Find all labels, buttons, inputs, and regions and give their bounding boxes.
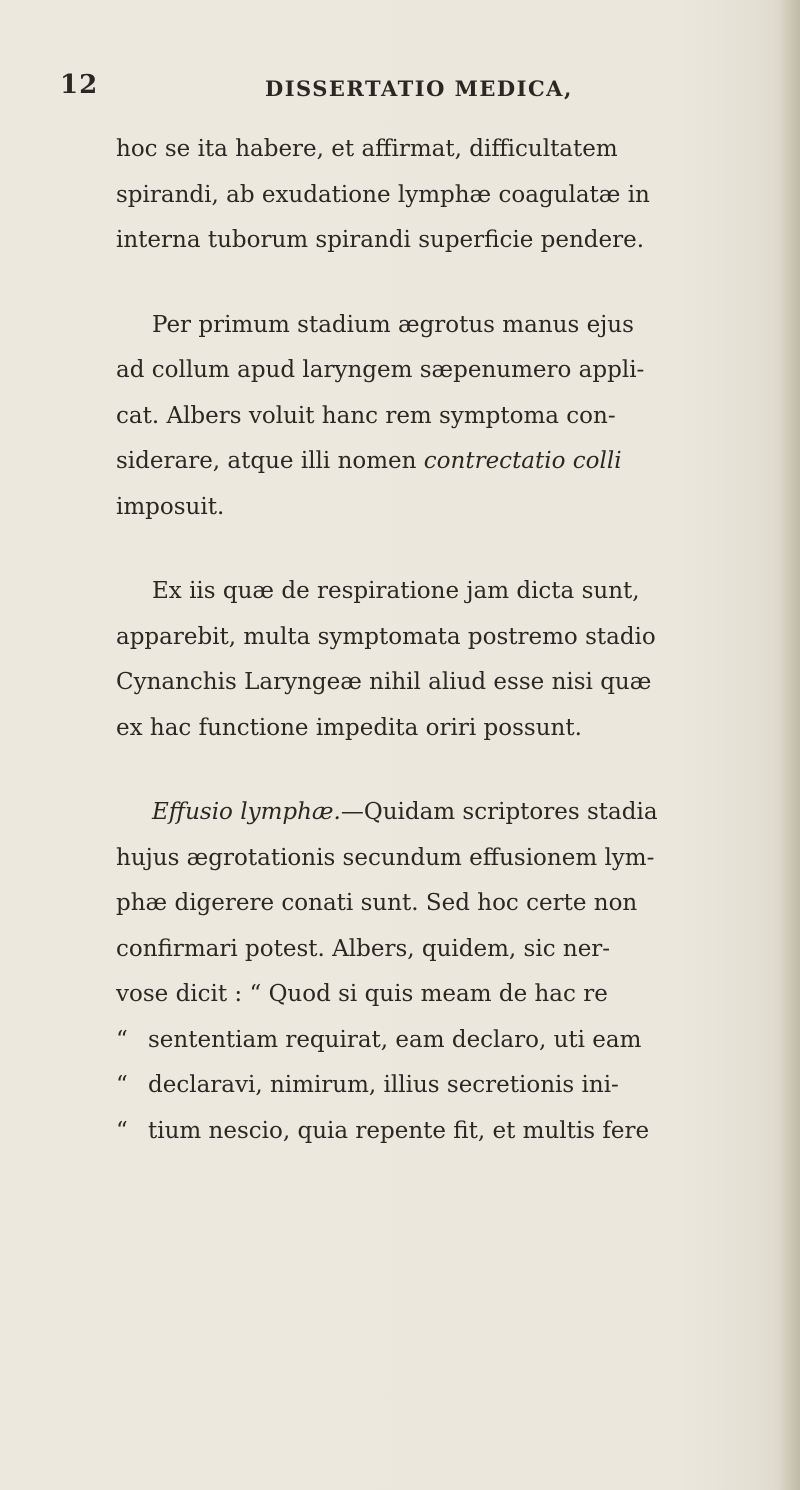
text-line: Ex iis quæ de respiratione jam dicta sunt, [152, 578, 640, 604]
page-header [60, 62, 760, 102]
quoted-line [116, 1018, 756, 1064]
paragraph-4 [116, 790, 756, 1154]
text-line: Cynanchis Laryngeæ nihil aliud esse nisi quæ [116, 669, 652, 695]
running-head: DISSERTATIO MEDICA, [265, 76, 573, 101]
text-line: spirandi, ab exudatione lymphæ coagulatæ in [116, 181, 650, 208]
text-line: phæ digerere conati sunt. Sed hoc certe non [116, 890, 638, 916]
quoted-line [116, 1063, 756, 1109]
page-number: 12 [60, 70, 99, 100]
quote-mark: “ [116, 1026, 128, 1053]
quote-mark: “ [116, 1072, 128, 1098]
quoted-line [116, 1109, 756, 1155]
text-segment: siderare, atque illi nomen [116, 448, 417, 474]
text-line: Per primum stadium ægrotus manus ejus [152, 311, 634, 338]
paragraph-3 [116, 569, 756, 751]
text-line: cat. Albers voluit hanc rem symptoma con- [116, 402, 616, 429]
body-text [116, 127, 756, 1154]
text-line: interna tuborum spirandi superficie pendere. [116, 227, 645, 253]
text-line: ex hac functione impedita oriri possunt. [116, 714, 582, 741]
italic-term: contrectatio colli [423, 448, 622, 474]
section-heading: Effusio lymphæ. [152, 799, 341, 825]
text-segment: tium nescio, quia repente fit, et multis fere [148, 1117, 650, 1144]
text-line: confirmari potest. Albers, quidem, sic ner- [116, 935, 611, 962]
text-segment: declaravi, nimirum, illius secretionis ini- [148, 1072, 619, 1098]
text-segment: sententiam requirat, eam declaro, uti eam [148, 1026, 642, 1053]
quote-mark: “ [116, 1117, 128, 1144]
text-line: ad collum apud laryngem sæpenumero appli- [116, 357, 645, 383]
text-line: vose dicit : “ Quod si quis meam de hac re [116, 981, 608, 1007]
paragraph-2 [116, 303, 756, 531]
text-line-with-heading [116, 790, 756, 836]
page-edge-shadow [778, 0, 800, 1490]
text-line: hoc se ita habere, et affirmat, difficultatem [116, 136, 618, 162]
text-line: apparebit, multa symptomata postremo stadio [116, 623, 656, 650]
text-line: hujus ægrotationis secundum effusionem lym- [116, 844, 655, 871]
text-segment: —Quidam scriptores stadia [340, 799, 658, 825]
paragraph-1 [116, 127, 756, 264]
text-line: imposuit. [116, 493, 225, 520]
text-line-with-italic [116, 439, 756, 485]
